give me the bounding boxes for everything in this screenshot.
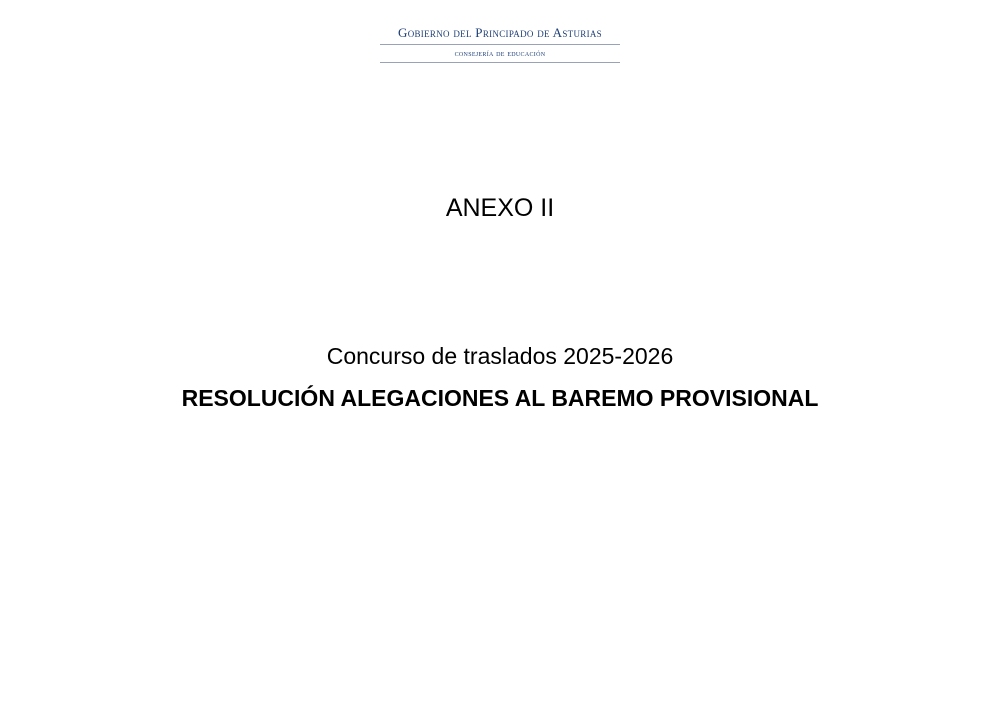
letterhead-divider	[380, 44, 620, 45]
letterhead-bottom-divider	[380, 62, 620, 63]
annex-heading: ANEXO II	[445, 194, 555, 222]
letterhead	[380, 24, 620, 65]
organization-name: Gobierno del Principado de Asturias	[398, 25, 602, 40]
contest-subtitle: Concurso de traslados 2025-2026	[326, 343, 674, 369]
department-name: consejería de educación	[454, 48, 546, 58]
resolution-title: RESOLUCIÓN ALEGACIONES AL BAREMO PROVISIONAL	[181, 385, 819, 411]
